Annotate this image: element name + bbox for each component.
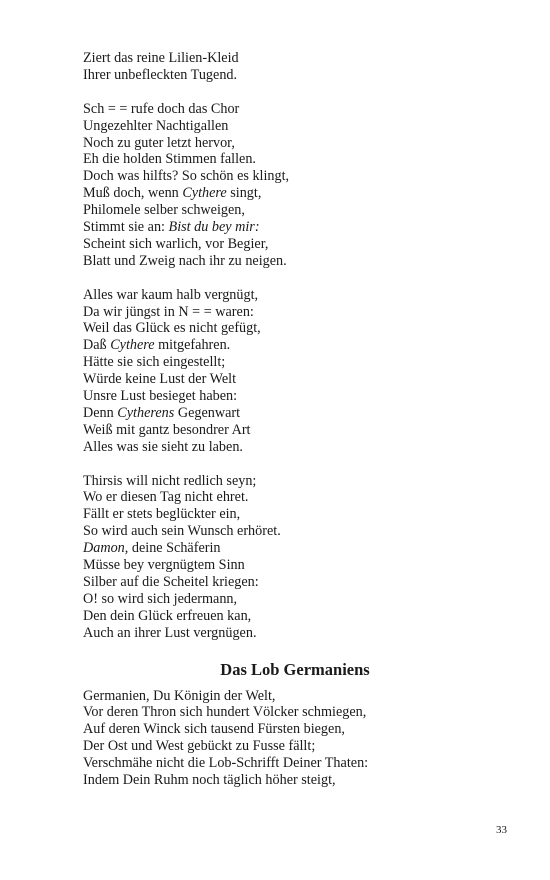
verse-text: Weiß mit gantz besondrer Art: [83, 421, 251, 438]
verse-line: [83, 151, 523, 168]
verse-line: [83, 118, 523, 135]
verse-text: Ziert das reine Lilien-Kleid: [83, 50, 239, 66]
verse-text: Fällt er stets beglückter ein,: [83, 506, 241, 523]
verse-line: [83, 755, 523, 772]
stanza: [83, 473, 523, 642]
verse-text: Germanien, Du Königin der Welt,: [83, 687, 276, 704]
verse-line: [83, 473, 523, 490]
verse-line: [83, 625, 523, 642]
verse-text: Vor deren Thron sich hundert Völcker schmiegen,: [83, 704, 367, 721]
verse-line: [83, 354, 523, 371]
verse-text: Indem Dein Ruhm noch täglich höher steigt,: [83, 771, 336, 788]
verse-line: [83, 219, 523, 236]
italic-text: Cytherens: [117, 404, 175, 421]
verse-text: mitgefahren.: [154, 337, 231, 354]
verse-text: Auf deren Winck sich tausend Fürsten biegen,: [83, 721, 345, 738]
verse-line: [83, 236, 523, 253]
verse-line: [83, 101, 523, 118]
verse-text: Gegenwart: [174, 404, 241, 421]
verse-text: Da wir jüngst in N = = waren:: [83, 303, 254, 320]
verse-text: Alles was sie sieht zu laben.: [83, 438, 243, 455]
verse-text: Eh die holden Stimmen fallen.: [83, 151, 256, 168]
verse-line: [83, 608, 523, 625]
verse-line: [83, 704, 523, 721]
verse-text: Hätte sie sich eingestellt;: [83, 354, 226, 371]
verse-line: [83, 287, 523, 304]
verse-line: [83, 337, 523, 354]
verse-line: [83, 202, 523, 219]
verse-text: O! so wird sich jedermann,: [83, 590, 238, 607]
verse-text: Alles war kaum halb vergnügt,: [83, 286, 259, 303]
poem-text: [83, 50, 523, 806]
verse-line: [83, 388, 523, 405]
poem-title: Das Lob Germaniens: [220, 659, 370, 679]
verse-text: Unsre Lust besieget haben:: [83, 388, 238, 405]
italic-text: Cythere: [110, 337, 155, 354]
verse-line: [83, 67, 523, 84]
verse-line: [83, 591, 523, 608]
verse-text: Auch an ihrer Lust vergnügen.: [83, 624, 257, 641]
verse-text: Muß doch, wenn: [83, 185, 183, 202]
verse-text: Noch zu guter letzt hervor,: [83, 134, 235, 151]
stanza: [83, 50, 523, 84]
verse-text: Der Ost und West gebückt zu Fusse fällt;: [83, 738, 316, 755]
verse-text: singt,: [226, 185, 262, 202]
verse-text: Weil das Glück es nicht gefügt,: [83, 320, 261, 337]
verse-text: Silber auf die Scheitel kriegen:: [83, 573, 259, 590]
poem-das-lob-germaniens: [83, 688, 523, 789]
verse-text: deine Schäferin: [128, 540, 221, 557]
verse-text: Philomele selber schweigen,: [83, 202, 245, 219]
verse-line: [83, 135, 523, 152]
verse-text: Ungezehlter Nachtigallen: [83, 117, 229, 134]
poem-continuation: [83, 50, 523, 642]
verse-text: Den dein Glück erfreuen kan,: [83, 607, 252, 624]
verse-text: Stimmt sie an:: [83, 219, 169, 236]
verse-line: [83, 253, 523, 270]
verse-line: [83, 304, 523, 321]
verse-line: [83, 422, 523, 439]
verse-text: Wo er diesen Tag nicht ehret.: [83, 489, 249, 506]
verse-text: Doch was hilfts? So schön es klingt,: [83, 168, 290, 185]
verse-line: [83, 439, 523, 456]
verse-text: So wird auch sein Wunsch erhöret.: [83, 523, 281, 540]
verse-line: [83, 371, 523, 388]
verse-text: Daß: [83, 337, 111, 354]
verse-text: Scheint sich warlich, vor Begier,: [83, 235, 269, 252]
verse-text: Verschmähe nicht die Lob-Schrifft Deiner Thaten:: [83, 755, 369, 772]
verse-line: [83, 772, 523, 789]
verse-line: [83, 168, 523, 185]
verse-text: Thirsis will nicht redlich seyn;: [83, 472, 257, 489]
verse-line: [83, 405, 523, 422]
italic-text: Damon,: [83, 540, 129, 557]
verse-text: Ihrer unbefleckten Tugend.: [83, 66, 238, 83]
stanza: [83, 688, 523, 789]
verse-line: [83, 185, 523, 202]
verse-line: [83, 540, 523, 557]
verse-line: [83, 506, 523, 523]
page-number: 33: [496, 824, 507, 836]
stanza: [83, 287, 523, 456]
italic-text: Cythere: [182, 185, 227, 202]
verse-line: [83, 50, 523, 67]
verse-text: Sch = = rufe doch das Chor: [83, 100, 240, 117]
verse-line: [83, 523, 523, 540]
stanza: [83, 101, 523, 270]
verse-line: [83, 557, 523, 574]
verse-line: [83, 738, 523, 755]
verse-line: [83, 574, 523, 591]
verse-text: Müsse bey vergnügtem Sinn: [83, 557, 245, 574]
verse-line: [83, 489, 523, 506]
verse-line: [83, 721, 523, 738]
verse-text: Denn: [83, 404, 118, 421]
verse-text: Würde keine Lust der Welt: [83, 371, 237, 388]
verse-text: Blatt und Zweig nach ihr zu neigen.: [83, 252, 287, 269]
verse-line: [83, 688, 523, 705]
verse-line: [83, 320, 523, 337]
italic-text: Bist du bey mir:: [168, 219, 260, 236]
